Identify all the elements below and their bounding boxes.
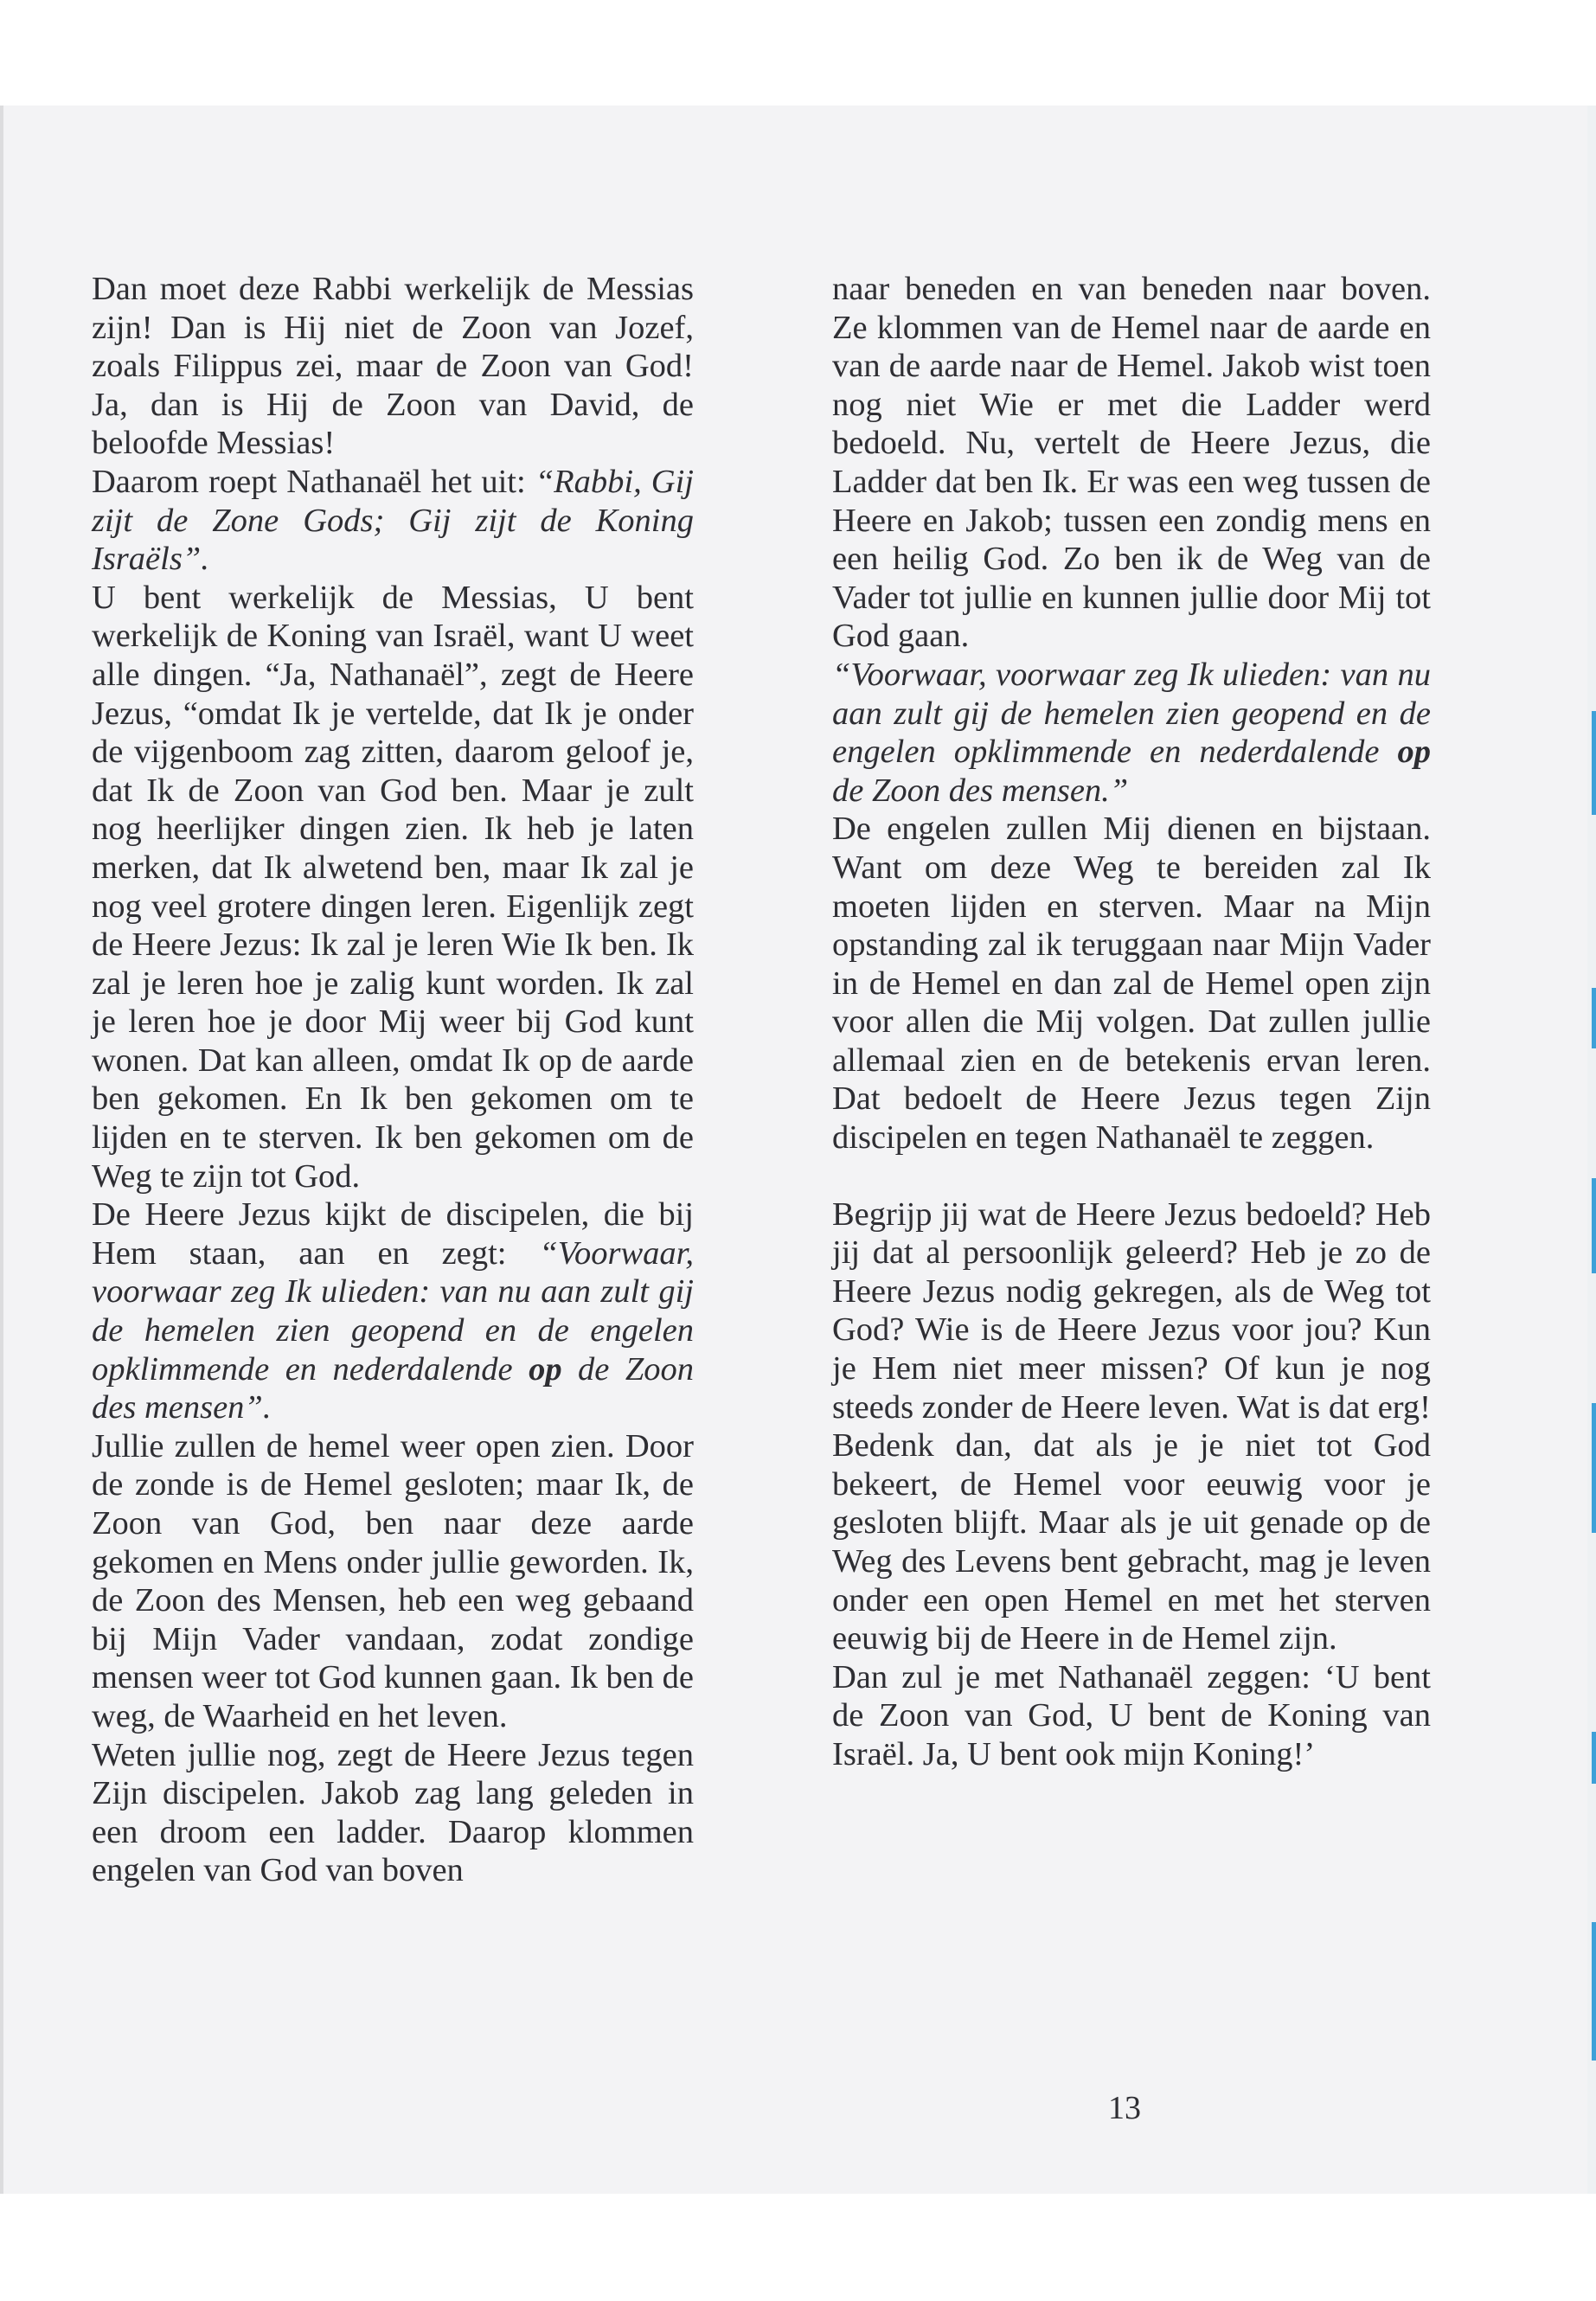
edge-tab [1592, 1178, 1596, 1273]
paragraph: naar beneden en van beneden naar boven. Ze klommen van de Hemel naar de aarde en van de aarde naar de Hemel. Jakob wist toen nog niet Wie er met die Ladder werd bedoeld. Nu, vertelt de Heere Jezus, die Ladder dat ben Ik. Er was een weg tussen de Heere en Jakob; tussen een zondig mens en een heilig God. Zo ben ik de Weg van de Vader tot jullie en kunnen jullie door Mij tot God gaan. [832, 271, 1431, 655]
paragraph: De engelen zullen Mij dienen en bijstaan. Want om deze Weg te bereiden zal Ik moeten lijden en sterven. Maar na Mijn opstanding zal ik teruggaan naar Mijn Vader in de Hemel en dan zal de Hemel open zijn voor allen die Mij volgen. Dat zullen jullie allemaal zien en de betekenis ervan leren. Dat bedoelt de Heere Jezus tegen Zijn discipelen en tegen Nathanaël te zeggen. [832, 811, 1431, 1157]
left-text-column [92, 270, 694, 1890]
paragraph: Dan zul je met Nathanaël zeggen: ‘U bent de Zoon van God, U bent de Koning van Israël. Ja, U bent ook mijn Koning!’ [832, 1658, 1431, 1772]
quote: “Voorwaar, voorwaar zeg Ik ulieden: van nu aan zult gij de hemelen zien geopend en de engelen opklimmende en nederdalende op de Zoon des mensen”. [92, 1234, 694, 1426]
edge-tab [1592, 1403, 1596, 1533]
quote: “Rabbi, Gij zijt de Zone Gods; Gij zijt de Koning Israëls”. [92, 463, 694, 578]
edge-tab [1592, 988, 1596, 1048]
paragraph: Dan moet deze Rabbi werkelijk de Messias zijn! Dan is Hij niet de Zoon van Jozef, zoals Filippus zei, maar de Zoon van God! Ja, dan is Hij de Zoon van David, de beloofde Messias! [92, 271, 694, 462]
page-spine [0, 106, 3, 2194]
paragraph [832, 656, 1431, 810]
quote: “Voorwaar, voorwaar zeg Ik ulieden: van nu aan zult gij de hemelen zien geopend en de engelen opklimmende en nederdalende op de Zoon des mensen.” [832, 656, 1431, 809]
next-page-edge [1587, 106, 1596, 2194]
page-number: 13 [1108, 2090, 1141, 2126]
paragraph: U bent werkelijk de Messias, U bent werkelijk de Koning van Israël, want U weet alle dingen. “Ja, Nathanaël”, zegt de Heere Jezus, “omdat Ik je vertelde, dat Ik je onder de vijgenboom zag zitten, daarom geloof je, dat Ik de Zoon van God ben. Maar je zult nog heerlijker dingen zien. Ik heb je laten merken, dat Ik alwetend ben, maar Ik zal je nog veel grotere dingen leren. Eigenlijk zegt de Heere Jezus: Ik zal je leren Wie Ik ben. Ik zal je leren hoe je zalig kunt worden. Ik zal je leren hoe je door Mij weer bij God kunt wonen. Dat kan alleen, omdat Ik op de aarde ben gekomen. En Ik ben gekomen om te lijden en te sterven. Ik ben gekomen om de Weg te zijn tot God. [92, 579, 694, 1195]
edge-tab [1592, 1732, 1596, 1784]
paragraph: Weten jullie nog, zegt de Heere Jezus tegen Zijn discipelen. Jakob zag lang geleden in een droom een ladder. Daarop klommen engelen van God van boven [92, 1736, 694, 1889]
edge-tab [1592, 1922, 1596, 2061]
paragraph-gap [832, 1157, 1431, 1195]
paragraph: Jullie zullen de hemel weer open zien. Door de zonde is de Hemel gesloten; maar Ik, de Zoon van God, ben naar deze aarde gekomen en Mens onder jullie geworden. Ik, de Zoon des Mensen, heb een weg gebaand bij Mijn Vader vandaan, zodat zondige mensen weer tot God kunnen gaan. Ik ben de weg, de Waarheid en het leven. [92, 1427, 694, 1734]
edge-tab [1592, 711, 1596, 815]
paragraph: Begrijp jij wat de Heere Jezus bedoeld? Heb jij dat al persoonlijk geleerd? Heb je zo de Heere Jezus nodig gekregen, als de Weg tot God? Wie is de Heere Jezus voor jou? Kun je Hem niet meer missen? Of kun je nog steeds zonder de Heere leven. Wat is dat erg! Bedenk dan, dat als je je niet tot God bekeert, de Hemel voor eeuwig voor je gesloten blijft. Maar als je uit genade op de Weg des Levens bent gebracht, mag je leven onder een open Hemel en met het sterven eeuwig bij de Heere in de Hemel zijn. [832, 1195, 1431, 1657]
right-text-column [832, 270, 1431, 1774]
paragraph: De Heere Jezus kijkt de discipelen, die bij Hem staan, aan en zegt: “Voorwaar, voorwaar zeg Ik ulieden: van nu aan zult gij de hemelen zien geopend en de engelen opklimmende en nederdalende op de Zoon des mensen”. [92, 1196, 694, 1426]
paragraph: Daarom roept Nathanaël het uit: “Rabbi, Gij zijt de Zone Gods; Gij zijt de Koning Israëls”. [92, 463, 694, 578]
